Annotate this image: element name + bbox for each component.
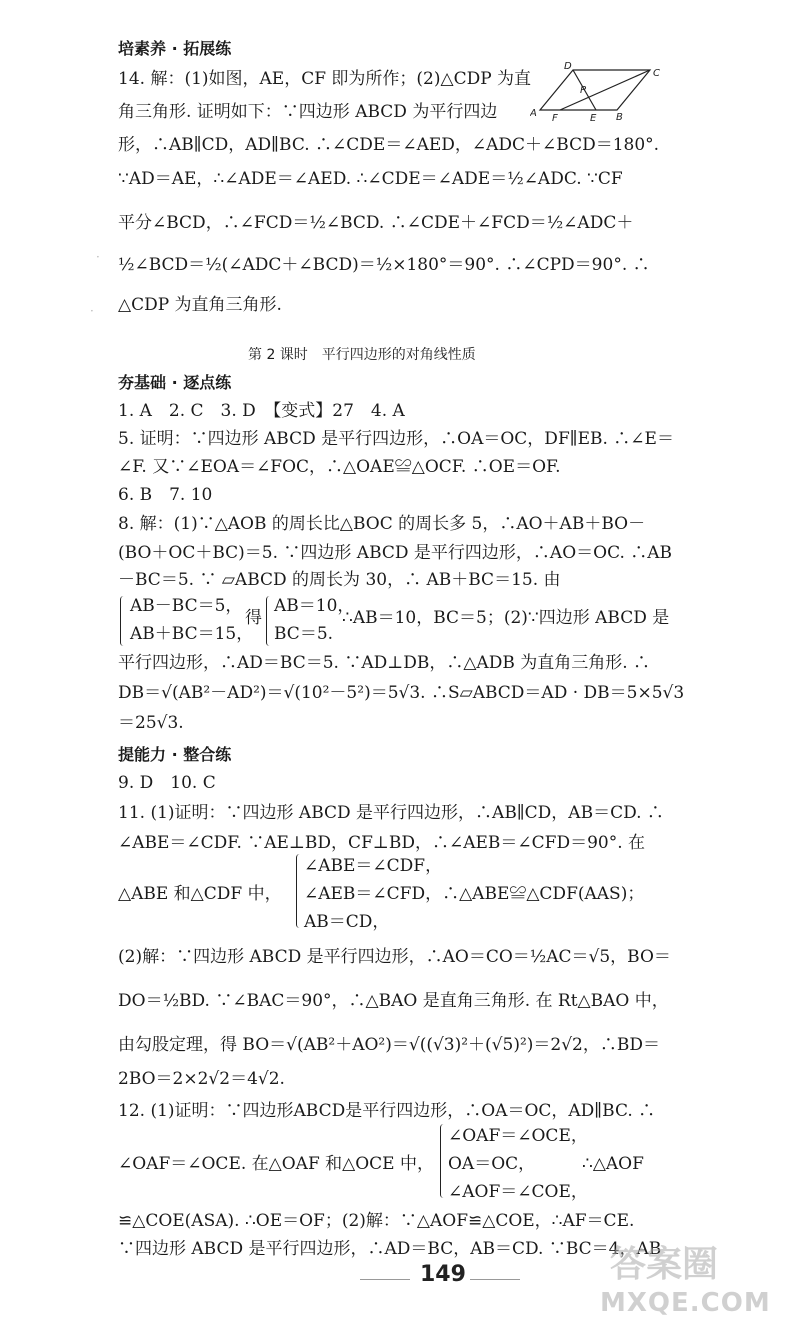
figure-label-b: B [616, 112, 623, 123]
q8-system-eq-2: AB＋BC＝15， [130, 624, 254, 644]
figure-label-c: C [653, 68, 660, 79]
margin-mark: · [90, 304, 94, 318]
q8-solution-2: BC＝5. [274, 624, 334, 644]
watermark-bottom: MXQE.COM [600, 1288, 771, 1318]
q11-line-2: ∠ABE＝∠CDF. ∵AE⊥BD，CF⊥BD，∴∠AEB＝∠CFD＝90°. 在 [118, 833, 646, 853]
q8-line-3: －BC＝5. ∵ ▱ABCD 的周长为 30，∴ AB＋BC＝15. 由 [118, 570, 561, 590]
parallelogram-figure [530, 58, 670, 128]
q14-line-7: △CDP 为直角三角形. [118, 295, 282, 315]
figure-label-e: E [590, 113, 597, 124]
q11-line-1: 11. (1)证明：∵四边形 ABCD 是平行四边形，∴AB∥CD，AB＝CD. ∴ [118, 803, 664, 823]
q8-line-1: 8. 解：(1)∵△AOB 的周长比△BOC 的周长多 5，∴AO＋AB＋BO－ [118, 514, 646, 534]
q8-system-eq-1: AB－BC＝5， [130, 596, 243, 616]
q11-line-3: (2)解：∵四边形 ABCD 是平行四边形，∴AO＝CO＝½AC＝√5，BO＝ [118, 947, 671, 967]
answers-6-7: 6. B 7. 10 [118, 485, 213, 505]
watermark-top: 答案圈 [610, 1244, 719, 1285]
figure-label-f: F [552, 113, 558, 124]
q11-line-4: DO＝½BD. ∵∠BAC＝90°，∴△BAO 是直角三角形. 在 Rt△BAO 中， [118, 991, 669, 1011]
q11-lead: △ABE 和△CDF 中， [118, 884, 282, 904]
q12-line-3: ∵四边形 ABCD 是平行四边形，∴AD＝BC，AB＝CD. ∵BC＝4，AB [118, 1239, 662, 1259]
q8-solution-1: AB＝10， [274, 596, 355, 616]
section-title-improve: 提能力 · 整合练 [118, 745, 232, 764]
solution-brace [266, 596, 273, 646]
q8-line-7: ＝25√3. [118, 713, 184, 733]
section-title-extension: 培素养 · 拓展练 [118, 39, 232, 58]
watermark-logo [600, 1236, 790, 1326]
q11-line-5: 由勾股定理，得 BO＝√(AB²＋AO²)＝√((√3)²＋(√5)²)＝2√2，∴BD＝ [118, 1035, 660, 1055]
margin-mark: · [96, 250, 100, 264]
q8-line-2: (BO＋OC＋BC)＝5. ∵四边形 ABCD 是平行四边形，∴AO＝OC. ∴AB [118, 543, 673, 563]
q8-line-5: 平行四边形，∴AD＝BC＝5. ∵AD⊥DB，∴△ADB 为直角三角形. ∴ [118, 653, 651, 673]
q12-condition-1: ∠OAF＝∠OCE， [448, 1126, 588, 1146]
q11-condition-1: ∠ABE＝∠CDF， [304, 856, 443, 876]
q14-line-1: 14. 解：(1)如图，AE，CF 即为所作；(2)△CDP 为直 [118, 69, 532, 89]
page-number-rule-right [470, 1279, 520, 1280]
q12-condition-3: ∠AOF＝∠COE， [448, 1182, 588, 1202]
lesson-title: 第 2 课时 平行四边形的对角线性质 [248, 347, 476, 363]
q5-line-1: 5. 证明：∵四边形 ABCD 是平行四边形，∴OA＝OC，DF∥EB. ∴∠E＝ [118, 429, 674, 449]
q12-condition-2-tail: ∴△AOF [582, 1154, 644, 1174]
q8-line-4-tail: ∴AB＝10，BC＝5；(2)∵四边形 ABCD 是 [342, 608, 670, 628]
condition-brace [296, 854, 303, 928]
q14-line-3: 形，∴AB∥CD，AD∥BC. ∴∠CDE＝∠AED，∠ADC＋∠BCD＝180°. [118, 135, 660, 155]
figure-label-d: D [564, 61, 572, 72]
q8-line-6: DB＝√(AB²－AD²)＝√(10²－5²)＝5√3. ∴S▱ABCD＝AD · DB＝5×5√3 [118, 683, 685, 703]
q11-condition-2: ∠AEB＝∠CFD，∴△ABE≌△CDF(AAS)； [304, 884, 645, 904]
answers-9-10: 9. D 10. C [118, 773, 216, 793]
condition-brace [440, 1124, 447, 1198]
page-number-rule-left [360, 1279, 410, 1280]
q12-condition-2: OA＝OC， [448, 1154, 536, 1174]
q14-line-6: ½∠BCD＝½(∠ADC＋∠BCD)＝½×180°＝90°. ∴∠CPD＝90°. ∴ [118, 255, 650, 275]
equation-brace [120, 596, 127, 646]
q11-line-6: 2BO＝2×2√2＝4√2. [118, 1069, 285, 1089]
q5-line-2: ∠F. 又∵∠EOA＝∠FOC，∴△OAE≌△OCF. ∴OE＝OF. [118, 457, 561, 477]
q14-line-5: 平分∠BCD，∴∠FCD＝½∠BCD. ∴∠CDE＋∠FCD＝½∠ADC＋ [118, 213, 634, 233]
q14-line-4: ∵AD＝AE，∴∠ADE＝∠AED. ∴∠CDE＝∠ADE＝½∠ADC. ∵CF [118, 169, 623, 189]
q14-line-2: 角三角形. 证明如下：∵四边形 ABCD 为平行四边 [118, 102, 498, 122]
section-title-basics: 夯基础 · 逐点练 [118, 373, 232, 392]
q11-condition-3: AB＝CD， [304, 912, 390, 932]
q12-line-1: 12. (1)证明：∵四边形ABCD是平行四边形，∴OA＝OC，AD∥BC. ∴ [118, 1101, 656, 1121]
q12-line-2: ≌△COE(ASA). ∴OE＝OF；(2)解：∵△AOF≌△COE，∴AF＝CE. [118, 1211, 635, 1231]
q8-get-text: 得 [245, 608, 262, 628]
q12-lead: ∠OAF＝∠OCE. 在△OAF 和△OCE 中， [118, 1154, 434, 1174]
figure-label-p: P [580, 85, 587, 96]
page-number: 149 [420, 1262, 466, 1287]
figure-label-a: A [530, 108, 537, 119]
answers-1-4: 1. A 2. C 3. D 【变式】27 4. A [118, 401, 405, 421]
